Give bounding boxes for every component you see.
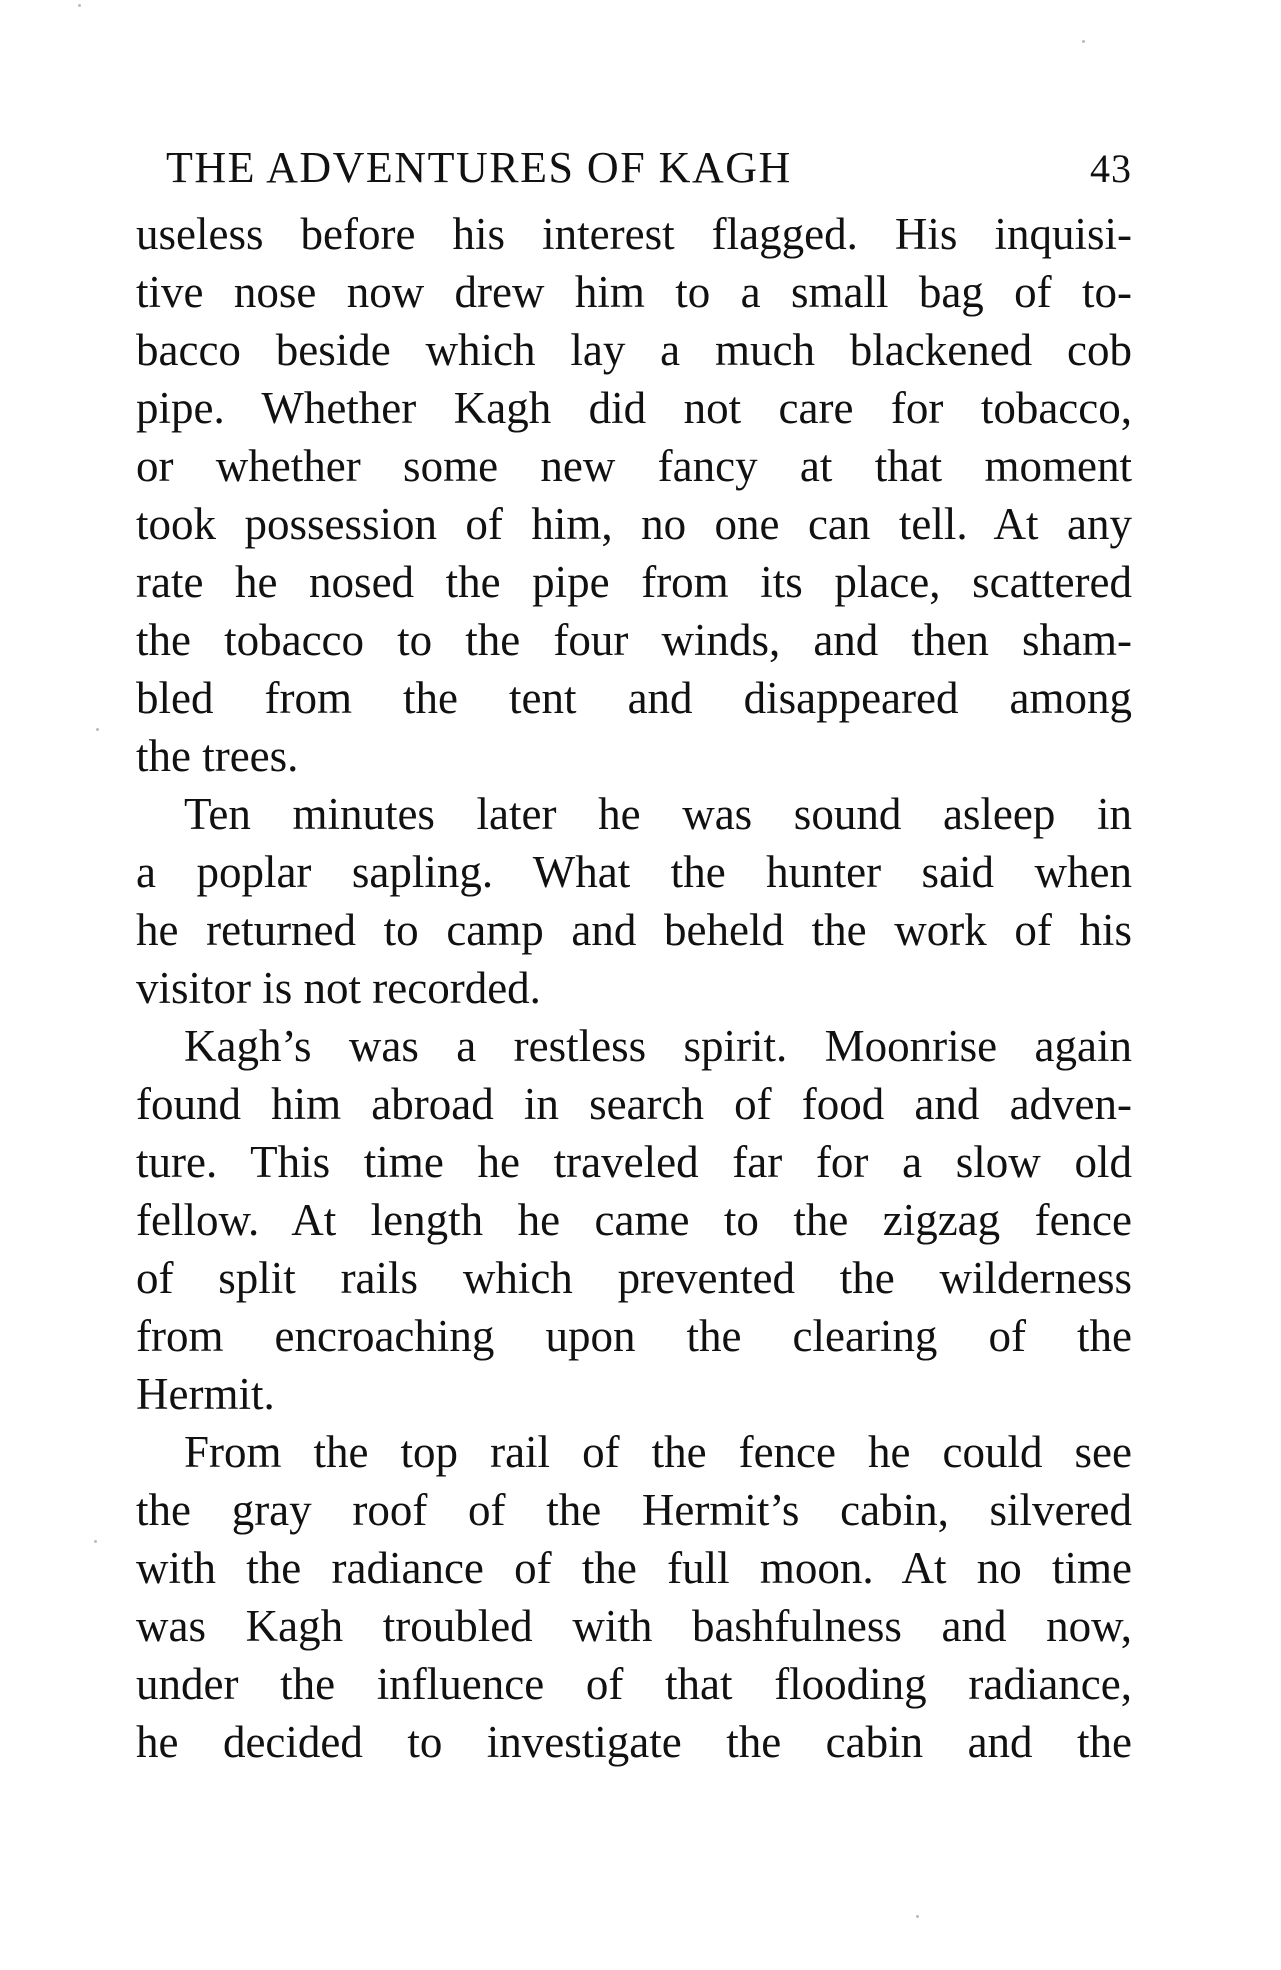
text-line: took possession of him, no one can tell. At any [136, 499, 1132, 549]
text-line: fellow. At length he came to the zigzag fence [136, 1195, 1132, 1245]
text-line: under the influence of that flooding radiance, [136, 1659, 1132, 1709]
text-line: or whether some new fancy at that moment [136, 441, 1132, 491]
text-line: was Kagh troubled with bashfulness and now, [136, 1601, 1132, 1651]
text-line: rate he nosed the pipe from its place, scattered [136, 557, 1132, 607]
text-line: with the radiance of the full moon. At no time [136, 1543, 1132, 1593]
text-line: from encroaching upon the clearing of the [136, 1311, 1132, 1361]
paper-speck [1082, 40, 1085, 43]
running-head [166, 142, 1132, 198]
paper-speck [94, 1540, 97, 1543]
text-line: ture. This time he traveled far for a slow old [136, 1137, 1132, 1187]
paragraph-last-line: the trees. [136, 731, 299, 781]
page-number: 43 [1090, 146, 1132, 191]
text-line: the tobacco to the four winds, and then sham- [136, 615, 1132, 665]
paper-speck [78, 4, 81, 7]
text-line: the gray roof of the Hermit’s cabin, silvered [136, 1485, 1132, 1535]
text-line: he returned to camp and beheld the work of his [136, 905, 1132, 955]
text-line: found him abroad in search of food and adven- [136, 1079, 1132, 1129]
text-line: tive nose now drew him to a small bag of to- [136, 267, 1132, 317]
text-line: a poplar sapling. What the hunter said when [136, 847, 1132, 897]
paragraph-first-line: From the top rail of the fence he could see [184, 1427, 1132, 1477]
text-line: of split rails which prevented the wilderness [136, 1253, 1132, 1303]
text-line: bled from the tent and disappeared among [136, 673, 1132, 723]
paragraph-first-line: Ten minutes later he was sound asleep in [184, 789, 1132, 839]
paragraph-last-line: visitor is not recorded. [136, 963, 541, 1013]
text-line: pipe. Whether Kagh did not care for tobacco, [136, 383, 1132, 433]
text-line: useless before his interest flagged. His inquisi- [136, 209, 1132, 259]
running-title: THE ADVENTURES OF KAGH [166, 143, 792, 192]
body-text [136, 205, 1132, 1771]
paragraph-first-line: Kagh’s was a restless spirit. Moonrise again [184, 1021, 1132, 1071]
paper-speck [96, 728, 99, 731]
text-line: bacco beside which lay a much blackened cob [136, 325, 1132, 375]
paragraph-last-line: Hermit. [136, 1369, 275, 1419]
text-line: he decided to investigate the cabin and the [136, 1717, 1132, 1767]
paper-speck [916, 1915, 919, 1918]
